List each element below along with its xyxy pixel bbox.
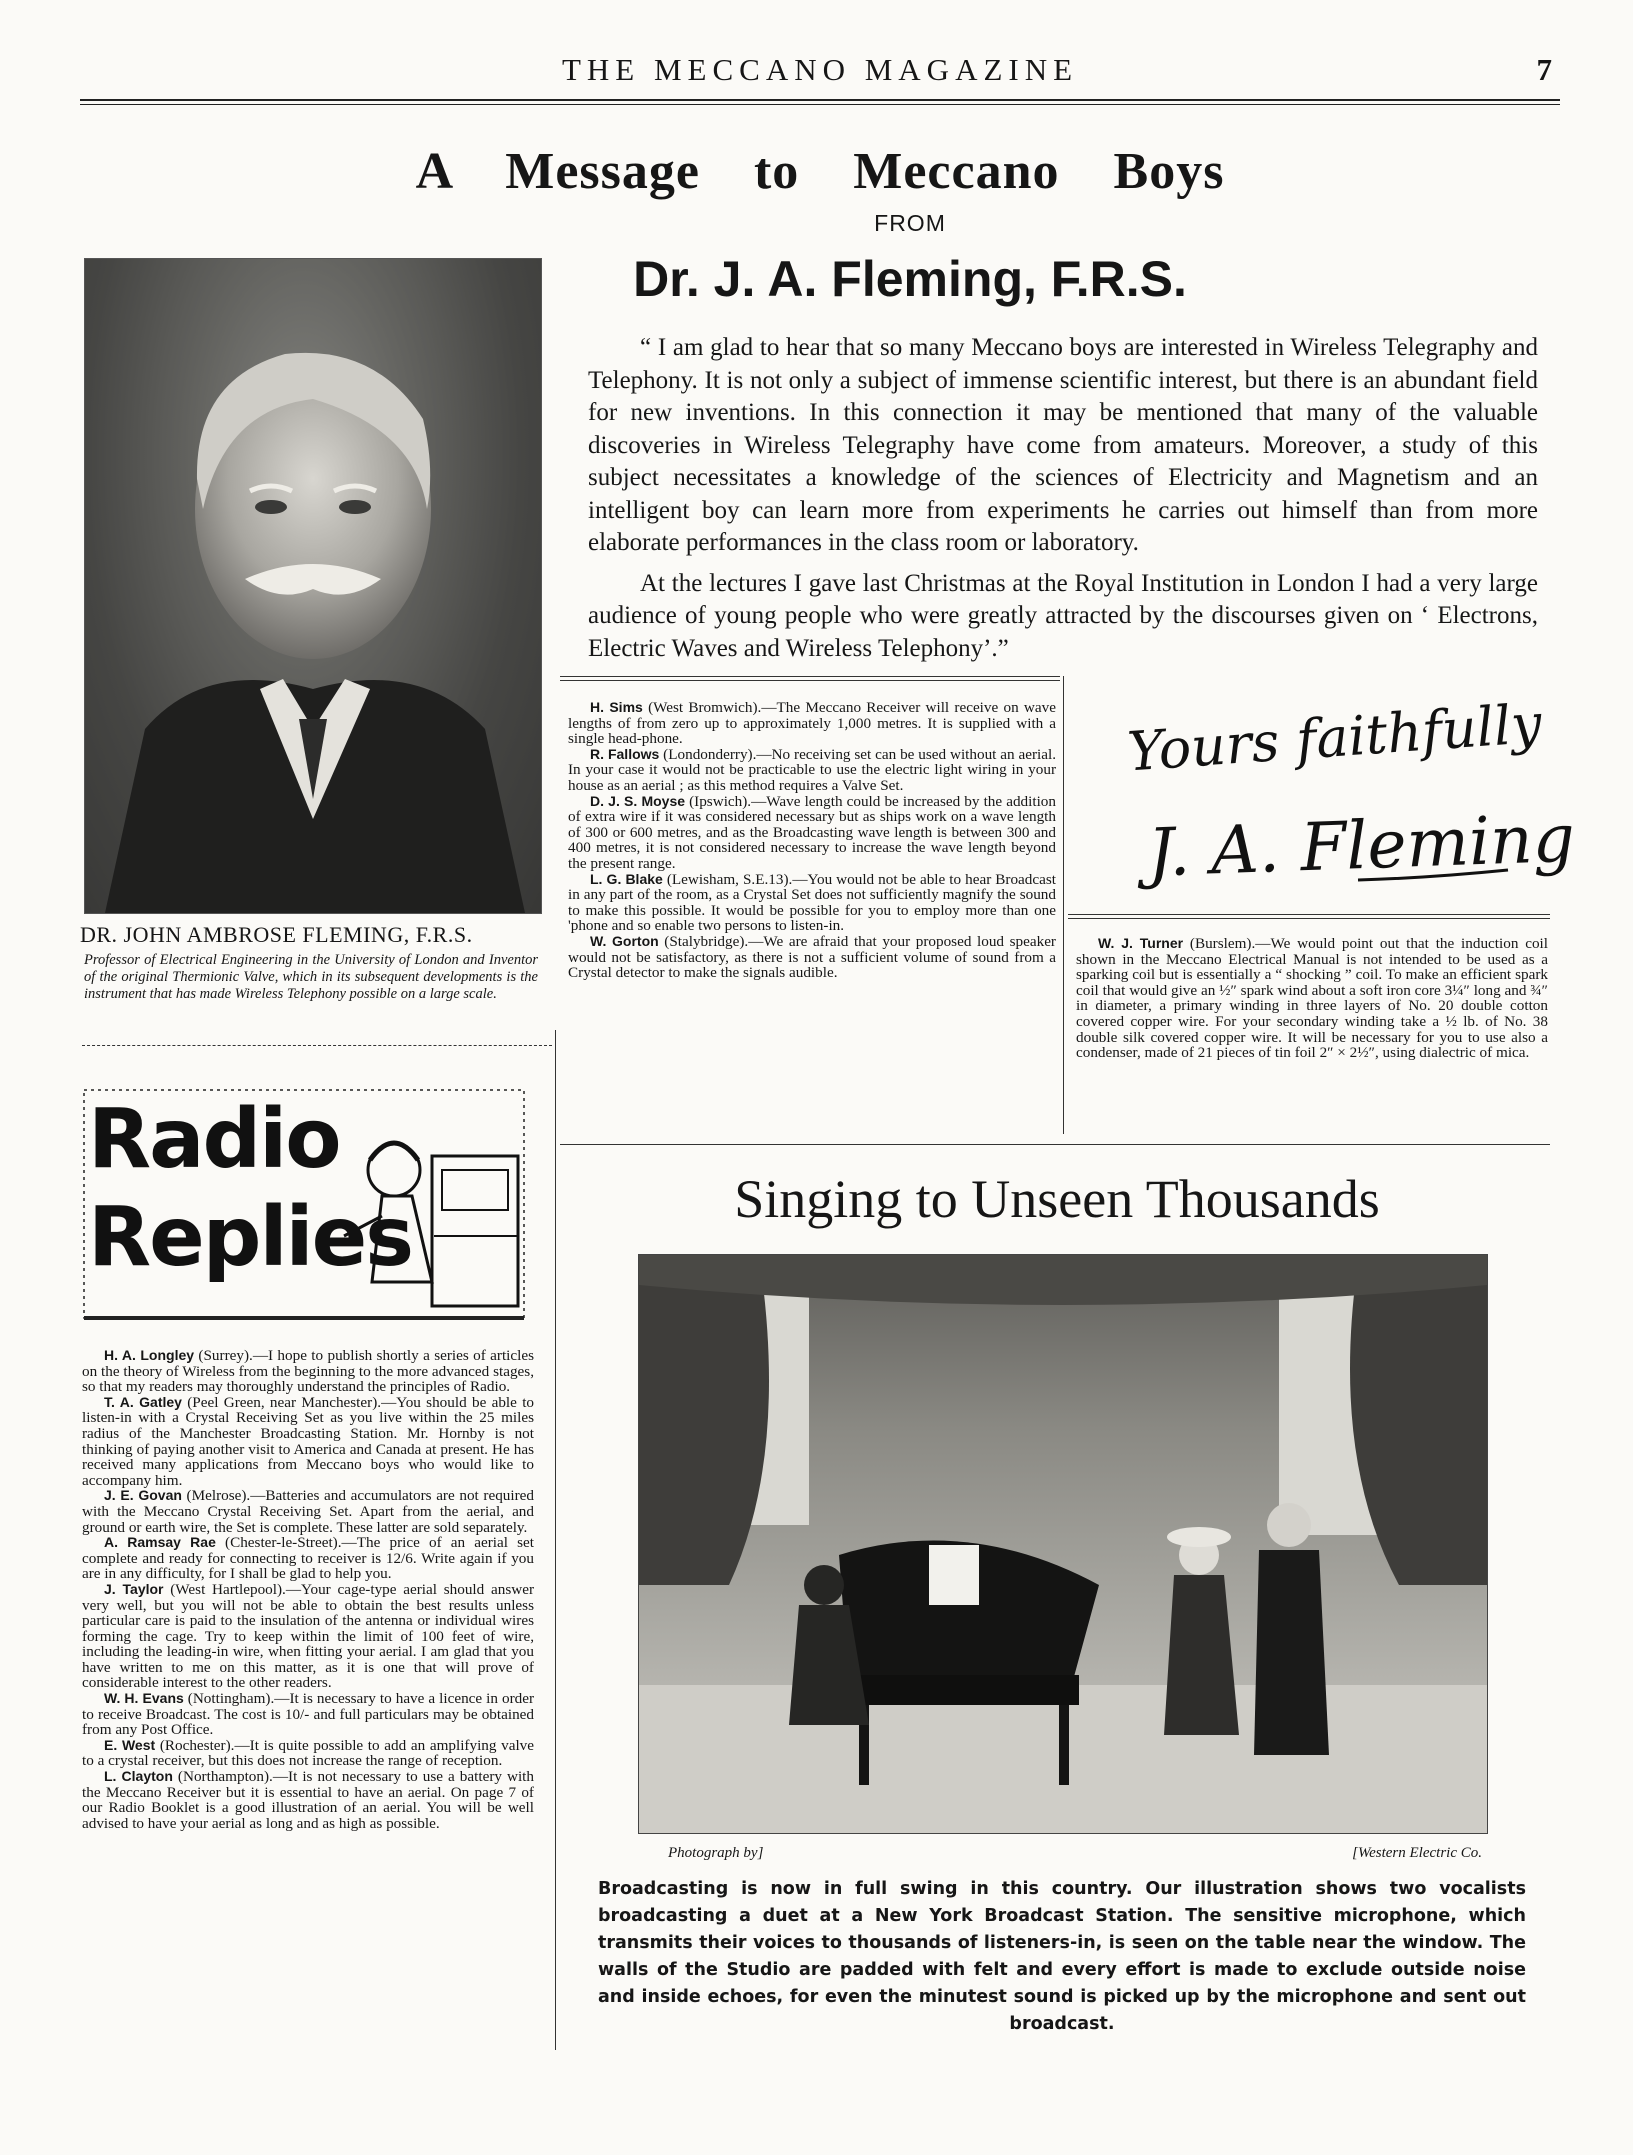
middle-block-rule	[560, 676, 1060, 677]
reply-item: W. J. Turner (Burslem).—We would point out that the induction coil shown in the Meccano Electrical Manual is not intended to be used as a sparking coil but is essentially a “ shocking ” coil. To make an efficient spark coil that would give an ½″ spark wind about a soft iron core 3¼″ long and ¾″ in diameter, a primary winding in three layers of No. 20 double cotton covered copper wire. For your secondary winding take a ½ lb. of No. 38 double silk covered copper wire. It will be necessary for you to use also a condenser, made of 21 pieces of tin foil 2″ × 2½″, using dialectric of mica.	[1076, 935, 1548, 1062]
reply-item: R. Fallows (Londonderry).—No receiving set can be used without an aerial. In your case it would not be practicable to use the electric light wiring in your house as an aerial ; as this method requires a Valve Set.	[568, 745, 1056, 794]
column-divider-middle-right	[1063, 676, 1064, 1134]
radio-replies-heading	[82, 1086, 528, 1326]
portrait-section-rule	[82, 1045, 552, 1046]
middle-replies-column	[568, 700, 1056, 981]
right-block-rule-2	[1068, 918, 1550, 919]
letter-paragraph: “ I am glad to hear that so many Meccano boys are interested in Wireless Telegraphy and Telephony. It is not only a subject of immense scientific interest, but there is an abundant field for new inventions. In this connection it may be mentioned that many of the valuable discoveries in Wireless Telegraphy have come from amateurs. Moreover, a study of this subject necessitates a knowledge of the sciences of Electricity and Magnetism and an intelligent boy can learn more from experiments he carries out himself than from more elaborate performances in the class room or laboratory.	[588, 334, 1538, 556]
reply-item: A. Ramsay Rae (Chester-le-Street).—The price of an aerial set complete and ready for connecting to receiver is 12/6. Write again if you are in any difficulty, for I shall be glad to help you.	[82, 1534, 534, 1583]
portrait-photo	[84, 258, 542, 914]
radio-heading-word: Radio	[88, 1092, 340, 1187]
column-divider-left	[555, 1030, 556, 2050]
portrait-caption-desc: Professor of Electrical Engineering in the University of London and Inventor of the original Thermionic Valve, which in its subsequent developments is the instrument that has made Wireless Telephony possible on a large scale.	[84, 952, 538, 1002]
header-rule-top	[80, 99, 1560, 101]
reply-item: W. H. Evans (Nottingham).—It is necessary to have a licence in order to receive Broadcast. The cost is 10/- and full particulars may be obtained from any Post Office.	[82, 1690, 535, 1739]
portrait-illustration	[85, 259, 541, 913]
reply-item: J. Taylor (West Hartlepool).—Your cage-type aerial should answer very well, but you will not be able to obtain the best results unless particular care is paid to the insulation of the antenna or individual wires forming the cage. Try to keep within the limit of 100 feet of wire, including the leading-in wire, when fitting your aerial. I am glad that you have written to me on this matter, as it is one that will prove of considerable interest to the other readers.	[82, 1580, 534, 1692]
header-rule-bottom	[80, 104, 1560, 105]
reply-item: E. West (Rochester).—It is quite possible to add an amplifying valve to a crystal receiver, but this does not increase the range of reception.	[82, 1736, 535, 1770]
replies-heading-word: Replies	[88, 1190, 413, 1285]
middle-block-rule-2	[560, 680, 1060, 681]
portrait-caption-name: DR. JOHN AMBROSE FLEMING, F.R.S.	[80, 922, 473, 947]
reply-item: J. E. Govan (Melrose).—Batteries and accumulators are not required with the Meccano Crystal Receiving Set. Apart from the aerial, and ground or earth wire, the Set is complete. These latter are sold separately.	[82, 1487, 534, 1536]
left-replies-column	[82, 1348, 534, 1831]
photo-credit-right: [Western Electric Co.	[1352, 1845, 1482, 1861]
article-author: Dr. J. A. Fleming, F.R.S.	[633, 251, 1187, 307]
studio-photo	[638, 1254, 1488, 1834]
reply-item: D. J. S. Moyse (Ipswich).—Wave length could be increased by the addition of extra wire if it was considered necessary but as ships work on a wave length of 300 or 600 metres, and as the Broadcasting wave length is between 300 and 400 metres, it is not considered necessary to increase the wave length beyond the present range.	[568, 792, 1056, 872]
reply-item: H. Sims (West Bromwich).—The Meccano Receiver will receive on wave lengths of from zero up to approximately 1,000 metres. It is supplied with a single head-phone.	[568, 699, 1056, 748]
singing-title: Singing to Unseen Thousands	[734, 1169, 1380, 1229]
reply-item: T. A. Gatley (Peel Green, near Manchester).—You should be able to listen-in with a Crystal Receiving Set as you live within the 25 miles radius of the Manchester Broadcasting Station. Mr. Hornby is not thinking of paying another visit to America and Canada at present. He has received many applications from Meccano boys who would like to accompany him.	[82, 1393, 535, 1489]
studio-illustration	[639, 1255, 1487, 1833]
reply-item: H. A. Longley (Surrey).—I hope to publish shortly a series of articles on the theory of Wireless from the beginning to the more advanced stages, so that my readers may thoroughly understand the principles of Radio.	[82, 1347, 534, 1396]
reply-item: W. Gorton (Stalybridge).—We are afraid that your proposed loud speaker would not be satisfactory, as there is not a sufficient volume of sound from a Crystal detector to make the signals audible.	[568, 932, 1056, 982]
from-label: FROM	[874, 210, 946, 236]
author-signature	[1108, 680, 1577, 910]
photo-credit-left: Photograph by]	[668, 1845, 764, 1861]
page-number: 7	[1536, 52, 1552, 87]
right-block-rule	[1068, 914, 1550, 915]
signature-line-2: J. A. Fleming	[1146, 799, 1577, 892]
right-replies-column	[1076, 936, 1548, 1061]
reply-item: L. Clayton (Northampton).—It is not necessary to use a battery with the Meccano Receiver but it is essential to have an aerial. On page 7 of our Radio Booklet is a good illustration of an aerial. You will be well advised to have your aerial as long and as high as possible.	[82, 1768, 535, 1832]
letter-body	[588, 332, 1538, 665]
magazine-title: THE MECCANO MAGAZINE	[561, 52, 1079, 87]
article-title: A Message to Meccano Boys	[415, 143, 1225, 200]
reply-item: L. G. Blake (Lewisham, S.E.13).—You would not be able to hear Broadcast in any part of the room, as a Crystal Set does not sufficiently magnify the sound to make this possible. It would be possible for you to employ more than one 'phone and so enable two persons to listen-in.	[568, 870, 1056, 935]
masthead	[80, 52, 1560, 92]
photo-caption: Broadcasting is now in full swing in this country. Our illustration shows two vocalists broadcasting a duet at a New York Broadcast Station. The sensitive microphone, which transmits their voices to thousands of listeners-in, is seen on the table near the window. The walls of the Studio are padded with felt and every effort is made to exclude outside noise and inside echoes, for even the minutest sound is picked up by the microphone and sent out broadcast.	[598, 1879, 1526, 2034]
singing-section-rule	[560, 1144, 1550, 1145]
signature-line-1: Yours faithfully	[1125, 691, 1544, 784]
letter-paragraph: At the lectures I gave last Christmas at the Royal Institution in London I had a very large audience of young people who were greatly attracted by the discourses given on ‘ Electrons, Electric Waves and Wireless Telephony’.”	[588, 569, 1538, 662]
